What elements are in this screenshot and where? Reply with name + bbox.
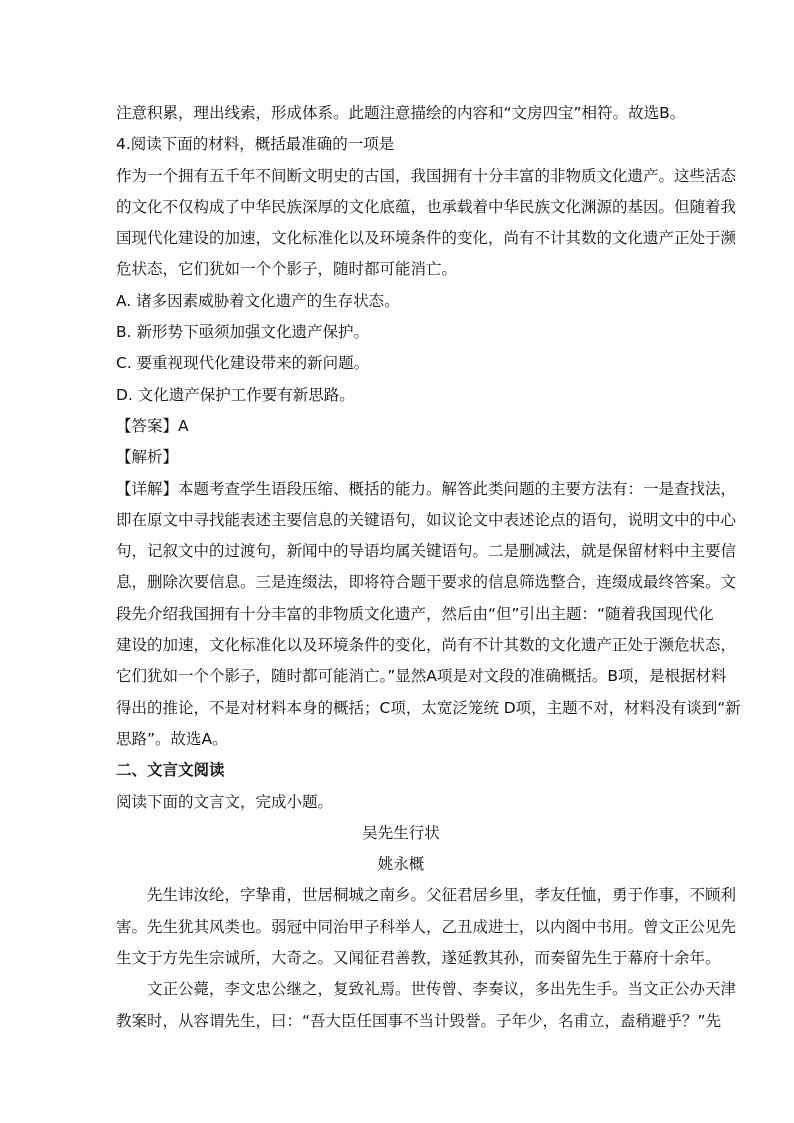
option-a: A. 诸多因素威胁着文化遗产的生存状态。 (116, 291, 400, 310)
explanation-line: 息，删除次要信息。三是连缀法，即将符合题干要求的信息筛选整合，连缀成最终答案。文 (116, 573, 737, 592)
detailed-explanation (116, 474, 741, 756)
passage-line: 先生讳汝纶，字挚甫，世居桐城之南乡。父征君居乡里，孝友任恤，勇于作事，不顾利 (147, 886, 737, 905)
option-c: C. 要重视现代化建设带来的新问题。 (116, 354, 370, 373)
passage-body (116, 880, 737, 1036)
passage-author: 姚永概 (377, 855, 425, 874)
answer-line: 【答案】A (116, 416, 189, 435)
passage-title: 吴先生行状 (362, 823, 440, 842)
passage-line: 生文于方先生宗诚所，大奇之。又闻征君善教，遂延教其孙，而奏留先生于幕府十余年。 (116, 949, 721, 968)
passage-line: 害。先生犹其风类也。弱冠中同治甲子科举人，乙丑成进士，以内阁中书用。曾文正公见先 (116, 917, 737, 936)
explanation-line: 它们犹如一个个影子，随时都可能消亡。”显然A项是对文段的准确概括。B项，是根据材料 (116, 667, 727, 686)
option-b: B. 新形势下亟须加强文化遗产保护。 (116, 323, 369, 342)
previous-explanation-tail: 注意积累，理出线索，形成体系。此题注意描绘的内容和“文房四宝”相符。故选B。 (116, 104, 686, 122)
explanation-line: 句，记叙文中的过渡句，新闻中的导语均属关键语句。二是删减法，就是保留材料中主要信 (116, 542, 737, 561)
explanation-line: 【详解】本题考查学生语段压缩、概括的能力。解答此类问题的主要方法有：一是查找法， (116, 479, 737, 498)
explanation-line: 段先介绍我国拥有十分丰富的非物质文化遗产，然后由“但”引出主题：“随着我国现代化 (116, 604, 714, 623)
material-line: 作为一个拥有五千年不间断文明史的古国，我国拥有十分丰富的非物质文化遗产。这些活态 (116, 166, 737, 185)
document-content (116, 98, 741, 1037)
passage-line: 教案时，从容谓先生，曰：“吾大臣任国事不当计毁誉。子年少，名甫立，盍稍避乎？”先 (116, 1011, 722, 1030)
section-instruction: 阅读下面的文言文，完成小题。 (116, 792, 334, 811)
analysis-label: 【解析】 (116, 448, 179, 467)
material-line: 危状态，它们犹如一个个影子，随时都可能消亡。 (116, 260, 458, 279)
section-heading: 二、文言文阅读 (116, 761, 225, 780)
option-d: D. 文化遗产保护工作要有新思路。 (116, 385, 355, 404)
passage-line: 文正公薨，李文忠公继之，复致礼焉。世传曾、李奏议，多出先生手。当文正公办天津 (147, 980, 737, 999)
explanation-line: 建设的加速，文化标准化以及环境条件的变化，尚有不计其数的文化遗产正处于濒危状态， (116, 636, 737, 655)
question-4-material (116, 161, 737, 286)
material-line: 的文化不仅构成了中华民族深厚的文化底蕴，也承载着中华民族文化渊源的基因。但随着我 (116, 197, 737, 216)
material-line: 国现代化建设的加速，文化标准化以及环境条件的变化，尚有不计其数的文化遗产正处于濒 (116, 229, 737, 248)
explanation-line: 即在原文中寻找能表述主要信息的关键语句，如议论文中表述论点的语句，说明文中的中心 (116, 510, 737, 529)
question-4-stem: 4.阅读下面的材料，概括最准确的一项是 (116, 135, 395, 154)
question-4-options (116, 286, 686, 411)
explanation-line: 得出的推论，不是对材料本身的概括；C项，太宽泛笼统 D项，主题不对，材料没有谈到“新 (116, 698, 741, 717)
explanation-line: 思路”。故选A。 (116, 729, 228, 748)
